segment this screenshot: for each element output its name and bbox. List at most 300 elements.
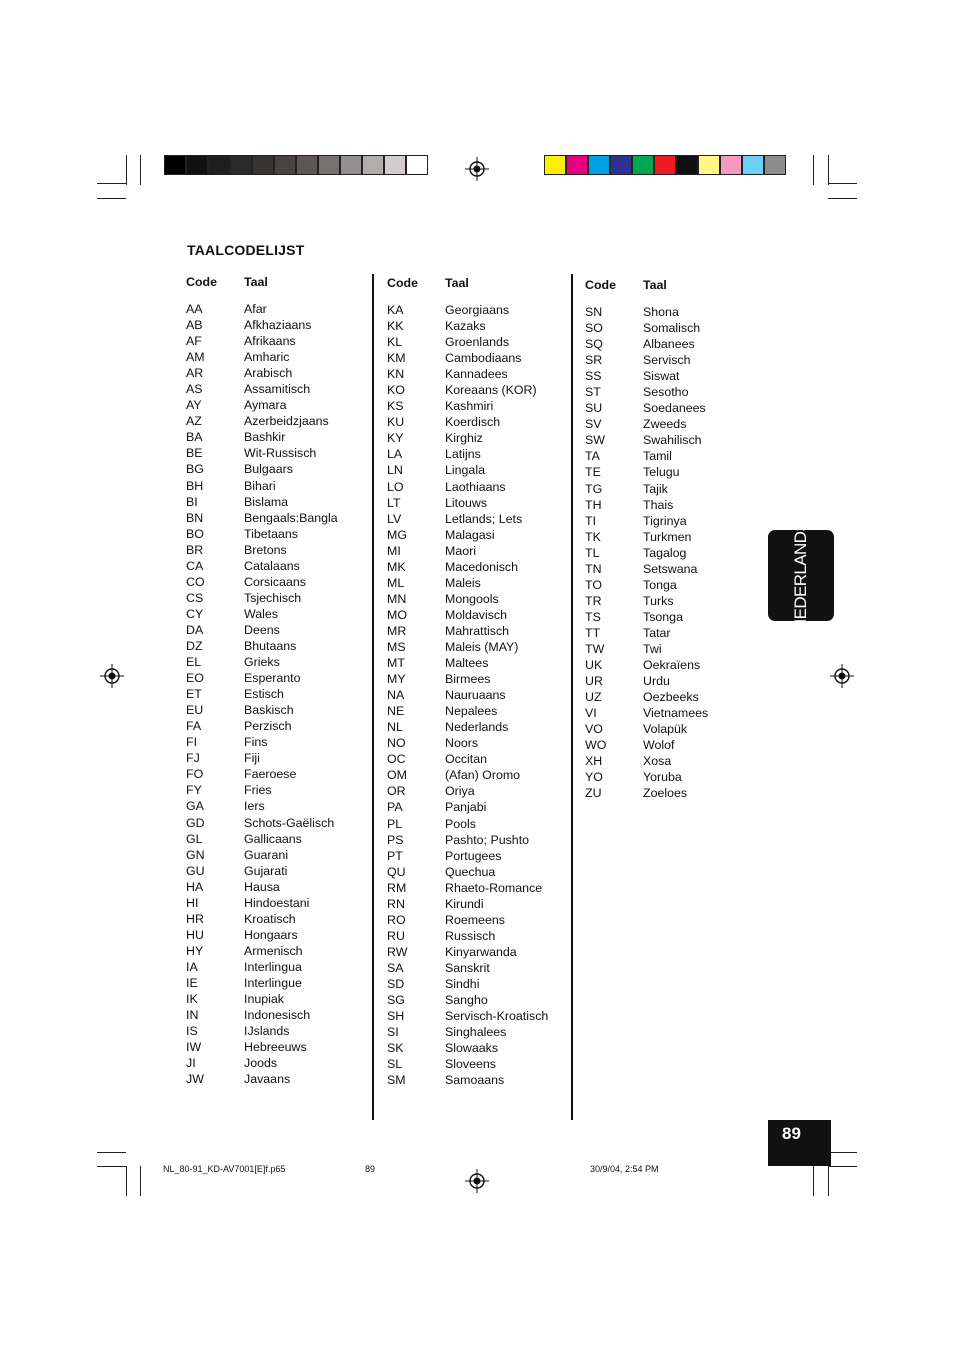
language-code: BH <box>186 478 204 493</box>
gray-swatch <box>164 155 186 175</box>
table-row <box>387 382 567 398</box>
language-code: GA <box>186 799 204 814</box>
language-name: Afrikaans <box>244 334 296 349</box>
language-name: Afar <box>244 302 267 316</box>
language-name: Perzisch <box>244 719 292 734</box>
language-name: Hongaars <box>244 927 298 942</box>
table-row <box>186 494 366 510</box>
gray-swatch <box>318 155 340 175</box>
gray-swatch <box>340 155 362 175</box>
language-code: AB <box>186 318 203 333</box>
language-code: KU <box>387 415 405 430</box>
language-name: Tsonga <box>643 609 683 624</box>
language-name: Tamil <box>643 449 672 464</box>
language-name: Assamitisch <box>244 382 311 397</box>
language-name: Rhaeto-Romance <box>445 880 543 895</box>
language-name: Corsicaans <box>244 574 306 589</box>
language-name: Tigrinya <box>643 513 687 528</box>
language-code: TE <box>585 465 601 480</box>
language-code: BN <box>186 510 204 525</box>
language-name: Armenisch <box>244 943 303 958</box>
language-code: ST <box>585 385 601 400</box>
language-name: Wales <box>244 606 278 621</box>
language-name: Turkmen <box>643 529 692 544</box>
language-name: Mongools <box>445 591 499 606</box>
language-code: RN <box>387 896 405 911</box>
table-row <box>387 671 567 687</box>
table-row <box>387 864 567 880</box>
language-code: TT <box>585 625 601 640</box>
table-row <box>387 350 567 366</box>
language-code: LT <box>387 495 401 510</box>
table-row <box>585 497 765 513</box>
language-name: Aymara <box>244 398 287 413</box>
language-name: Hausa <box>244 879 280 894</box>
table-row <box>387 639 567 655</box>
column-divider <box>571 274 573 1120</box>
language-code: CO <box>186 574 205 589</box>
gray-swatch <box>362 155 384 175</box>
language-code: SA <box>387 960 404 975</box>
language-code: SM <box>387 1073 406 1088</box>
language-name: Nederlands <box>445 720 509 735</box>
language-name: Gallicaans <box>244 831 302 846</box>
table-row <box>387 960 567 976</box>
language-name: Cambodiaans <box>445 351 522 366</box>
table-row <box>585 673 765 689</box>
language-name: Roemeens <box>445 912 505 927</box>
language-code: OR <box>387 784 406 799</box>
table-row <box>387 334 567 350</box>
language-code: KO <box>387 383 405 398</box>
table-row <box>585 641 765 657</box>
language-name: Bulgaars <box>244 462 293 477</box>
page-number: 89 <box>782 1124 801 1143</box>
gray-swatch <box>230 155 252 175</box>
table-row <box>186 445 366 461</box>
table-row <box>387 414 567 430</box>
language-name: Schots-Gaëlisch <box>244 815 335 830</box>
gray-swatch <box>296 155 318 175</box>
table-row <box>585 336 765 352</box>
language-name: Shona <box>643 305 679 319</box>
crop-mark <box>813 155 814 185</box>
language-name: Russisch <box>445 928 496 943</box>
language-code: BI <box>186 494 198 509</box>
language-code: AA <box>186 302 203 316</box>
language-code: GL <box>186 831 203 846</box>
language-name: Kannadees <box>445 367 508 382</box>
language-code: TS <box>585 609 601 624</box>
language-name: Siswat <box>643 369 680 384</box>
language-code: TA <box>585 449 600 464</box>
language-code: ET <box>186 687 202 702</box>
language-code: CA <box>186 558 204 573</box>
language-name: Sangho <box>445 993 488 1008</box>
table-row <box>387 832 567 848</box>
table-row <box>387 880 567 896</box>
table-row <box>387 848 567 864</box>
language-side-tab <box>768 520 834 631</box>
language-name: Fins <box>244 735 268 750</box>
language-name: Indonesisch <box>244 1008 311 1023</box>
language-code: RO <box>387 912 406 927</box>
language-name: Tagalog <box>643 545 687 560</box>
language-name: Samoaans <box>445 1073 505 1088</box>
language-code: SD <box>387 976 405 991</box>
crop-mark <box>140 155 141 185</box>
language-code: GN <box>186 847 205 862</box>
table-row <box>585 785 765 801</box>
table-row <box>186 381 366 397</box>
crop-mark <box>97 198 126 199</box>
language-name: Joods <box>244 1056 278 1071</box>
language-name: Koerdisch <box>445 415 501 430</box>
language-code: TL <box>585 545 600 560</box>
language-code: LO <box>387 479 404 494</box>
language-code: FJ <box>186 751 200 766</box>
table-row <box>387 655 567 671</box>
language-name: Vietnamees <box>643 706 709 721</box>
table-row <box>387 559 567 575</box>
table-row <box>585 529 765 545</box>
language-code: MO <box>387 607 407 622</box>
language-code: KN <box>387 367 405 382</box>
language-code: HU <box>186 927 204 942</box>
language-name: Maleis (MAY) <box>445 639 519 654</box>
language-code: MS <box>387 639 406 654</box>
registration-mark-icon <box>830 664 854 688</box>
table-row <box>585 593 765 609</box>
header-language: Taal <box>244 275 268 289</box>
language-name: Bengaals:Bangla <box>244 510 338 525</box>
language-code: XH <box>585 754 603 769</box>
language-name: Arabisch <box>244 366 293 381</box>
table-row <box>387 751 567 767</box>
language-code: JW <box>186 1072 204 1087</box>
color-swatch <box>764 155 786 175</box>
gray-swatch <box>406 155 428 175</box>
table-row <box>387 591 567 607</box>
language-name: Turks <box>643 593 674 608</box>
language-code-column-2 <box>387 276 567 1088</box>
language-code: BE <box>186 446 203 461</box>
language-code: AS <box>186 382 203 397</box>
table-row <box>387 527 567 543</box>
color-swatch <box>676 155 698 175</box>
language-name: Letlands; Lets <box>445 511 523 526</box>
column-header <box>585 278 765 304</box>
language-code: DZ <box>186 638 203 653</box>
table-row <box>387 479 567 495</box>
language-name: Catalaans <box>244 558 300 573</box>
language-code: LV <box>387 511 402 526</box>
language-code: KM <box>387 351 406 366</box>
language-code: AR <box>186 366 204 381</box>
language-code: AZ <box>186 414 202 429</box>
language-name: Zoeloes <box>643 786 688 801</box>
header-language: Taal <box>643 278 667 292</box>
language-code: IS <box>186 1024 198 1039</box>
crop-mark <box>140 1166 141 1196</box>
table-row <box>585 384 765 400</box>
table-row <box>186 478 366 494</box>
language-code: TK <box>585 529 601 544</box>
language-name: Zweeds <box>643 417 687 432</box>
header-code: Code <box>387 276 418 290</box>
language-code: HY <box>186 943 204 958</box>
language-code: SL <box>387 1057 403 1072</box>
language-name: Kinyarwanda <box>445 944 517 959</box>
language-name: Kirundi <box>445 896 484 911</box>
table-row <box>186 317 366 333</box>
table-row <box>387 495 567 511</box>
language-code: KS <box>387 399 404 414</box>
table-row <box>186 365 366 381</box>
language-code: AY <box>186 398 202 413</box>
table-row <box>186 1071 366 1087</box>
language-code: TH <box>585 497 602 512</box>
crop-mark <box>828 1152 857 1153</box>
language-name: Volapük <box>643 722 688 737</box>
language-name: Swahilisch <box>643 433 702 448</box>
table-row <box>186 413 366 429</box>
gray-swatch <box>208 155 230 175</box>
table-row <box>387 446 567 462</box>
language-code: GU <box>186 863 205 878</box>
language-name: Baskisch <box>244 703 294 718</box>
language-code: SI <box>387 1025 399 1040</box>
table-row <box>387 302 567 318</box>
crop-mark <box>126 155 127 185</box>
language-name: Fries <box>244 783 272 798</box>
language-code: NE <box>387 704 405 719</box>
language-name: Wolof <box>643 738 675 753</box>
language-code: KL <box>387 335 403 350</box>
language-name: Fiji <box>244 751 260 766</box>
language-code: PS <box>387 832 404 847</box>
language-code: SU <box>585 401 603 416</box>
crop-mark <box>97 1166 126 1167</box>
table-row <box>186 333 366 349</box>
language-name: Nepalees <box>445 704 498 719</box>
language-name: Javaans <box>244 1072 291 1087</box>
gray-swatch <box>186 155 208 175</box>
table-row <box>186 1039 366 1055</box>
language-code: SV <box>585 417 602 432</box>
gray-swatch <box>384 155 406 175</box>
side-tab-label: NEDERLANDS <box>791 520 810 631</box>
crop-mark <box>126 1166 127 1196</box>
table-row <box>387 543 567 559</box>
language-name: Bretons <box>244 542 287 557</box>
language-name: Esperanto <box>244 671 301 686</box>
language-code: SN <box>585 305 603 319</box>
language-code: SK <box>387 1041 404 1056</box>
language-code: TR <box>585 593 602 608</box>
table-row <box>387 1024 567 1040</box>
language-name: Servisch-Kroatisch <box>445 1009 549 1024</box>
table-row <box>585 721 765 737</box>
language-code: PA <box>387 800 403 815</box>
language-name: Nauruaans <box>445 688 506 703</box>
language-code: LN <box>387 463 403 478</box>
language-code: TW <box>585 641 605 656</box>
language-name: Latijns <box>445 447 481 462</box>
language-code: KK <box>387 319 404 334</box>
language-code: TI <box>585 513 597 528</box>
language-name: Soedanees <box>643 401 706 416</box>
table-row <box>585 657 765 673</box>
table-row <box>387 1056 567 1072</box>
language-code: GD <box>186 815 205 830</box>
table-row <box>186 863 366 879</box>
table-row <box>186 991 366 1007</box>
language-name: Afkhaziaans <box>244 318 312 333</box>
table-row <box>186 975 366 991</box>
language-name: Tatar <box>643 625 671 640</box>
language-name: Bislama <box>244 494 289 509</box>
table-row <box>387 318 567 334</box>
language-name: Moldavisch <box>445 607 507 622</box>
language-name: Interlingua <box>244 959 302 974</box>
language-name: Sesotho <box>643 385 689 400</box>
language-name: Birmees <box>445 672 491 687</box>
language-name: Noors <box>445 736 479 751</box>
table-row <box>186 831 366 847</box>
language-name: Georgiaans <box>445 303 510 317</box>
table-row <box>585 432 765 448</box>
table-row <box>387 1040 567 1056</box>
crop-mark <box>97 183 126 184</box>
language-code: MG <box>387 527 407 542</box>
language-code: CS <box>186 590 204 605</box>
table-row <box>387 767 567 783</box>
language-code: AF <box>186 334 202 349</box>
language-name: (Afan) Oromo <box>445 768 521 783</box>
language-name: Deens <box>244 622 280 637</box>
table-row <box>585 400 765 416</box>
language-code: NL <box>387 720 403 735</box>
language-name: Sloveens <box>445 1057 496 1072</box>
table-row <box>387 575 567 591</box>
language-code: AM <box>186 350 205 365</box>
language-name: Kroatisch <box>244 911 296 926</box>
table-row <box>186 895 366 911</box>
language-code: UZ <box>585 690 602 705</box>
table-row <box>387 992 567 1008</box>
table-row <box>186 590 366 606</box>
language-code-column-1 <box>186 275 366 1087</box>
language-code: RU <box>387 928 405 943</box>
language-name: Hebreeuws <box>244 1040 307 1055</box>
table-row <box>186 1007 366 1023</box>
language-name: Tajik <box>643 481 668 496</box>
table-row <box>387 735 567 751</box>
language-name: Oezbeeks <box>643 690 699 705</box>
table-row <box>585 464 765 480</box>
crop-mark <box>828 183 857 184</box>
language-name: Twi <box>643 641 662 656</box>
table-row <box>186 734 366 750</box>
language-code: MY <box>387 672 406 687</box>
language-name: Bhutaans <box>244 638 297 653</box>
table-row <box>186 606 366 622</box>
footer-page: 89 <box>365 1164 376 1174</box>
language-name: Slowaaks <box>445 1041 499 1056</box>
table-row <box>186 622 366 638</box>
language-name: Pools <box>445 816 476 831</box>
table-row <box>585 769 765 785</box>
language-code: MI <box>387 543 401 558</box>
color-swatch <box>698 155 720 175</box>
crop-mark <box>97 1152 126 1153</box>
language-code: LA <box>387 447 403 462</box>
language-code: DA <box>186 622 204 637</box>
language-name: Guarani <box>244 847 289 862</box>
table-row <box>585 448 765 464</box>
language-name: Yoruba <box>643 770 682 785</box>
language-code: CY <box>186 606 204 621</box>
table-row <box>585 577 765 593</box>
language-code: EU <box>186 703 204 718</box>
table-row <box>186 526 366 542</box>
table-row <box>186 349 366 365</box>
language-name: Quechua <box>445 864 496 879</box>
language-name: Maori <box>445 543 476 558</box>
table-row <box>186 686 366 702</box>
color-swatch <box>632 155 654 175</box>
language-code: MN <box>387 591 407 606</box>
table-row <box>387 511 567 527</box>
table-row <box>387 944 567 960</box>
language-code: WO <box>585 738 607 753</box>
crop-mark <box>828 1166 829 1196</box>
language-name: Mahrattisch <box>445 623 510 638</box>
table-row <box>186 397 366 413</box>
language-code: SS <box>585 369 602 384</box>
table-row <box>585 689 765 705</box>
language-name: Iers <box>244 799 265 814</box>
footer-date: 30/9/04, 2:54 PM <box>590 1164 659 1174</box>
language-name: Inupiak <box>244 992 284 1007</box>
table-row <box>186 911 366 927</box>
language-name: Hindoestani <box>244 895 310 910</box>
language-name: Panjabi <box>445 800 487 815</box>
table-row <box>387 1008 567 1024</box>
language-name: Grieks <box>244 655 280 670</box>
language-name: IJslands <box>244 1024 290 1039</box>
language-code: IE <box>186 975 198 990</box>
table-row <box>387 607 567 623</box>
language-name: Malagasi <box>445 527 495 542</box>
table-row <box>387 719 567 735</box>
language-code: SQ <box>585 337 603 352</box>
table-row <box>186 670 366 686</box>
language-name: Kashmiri <box>445 399 494 414</box>
table-row <box>186 429 366 445</box>
language-name: Portugees <box>445 848 502 863</box>
language-name: Bihari <box>244 478 276 493</box>
language-code: IK <box>186 992 198 1007</box>
language-name: Occitan <box>445 752 488 767</box>
table-row <box>387 687 567 703</box>
language-code: SG <box>387 993 405 1008</box>
table-row <box>186 461 366 477</box>
language-code: MK <box>387 559 406 574</box>
color-swatch <box>742 155 764 175</box>
table-row <box>387 799 567 815</box>
